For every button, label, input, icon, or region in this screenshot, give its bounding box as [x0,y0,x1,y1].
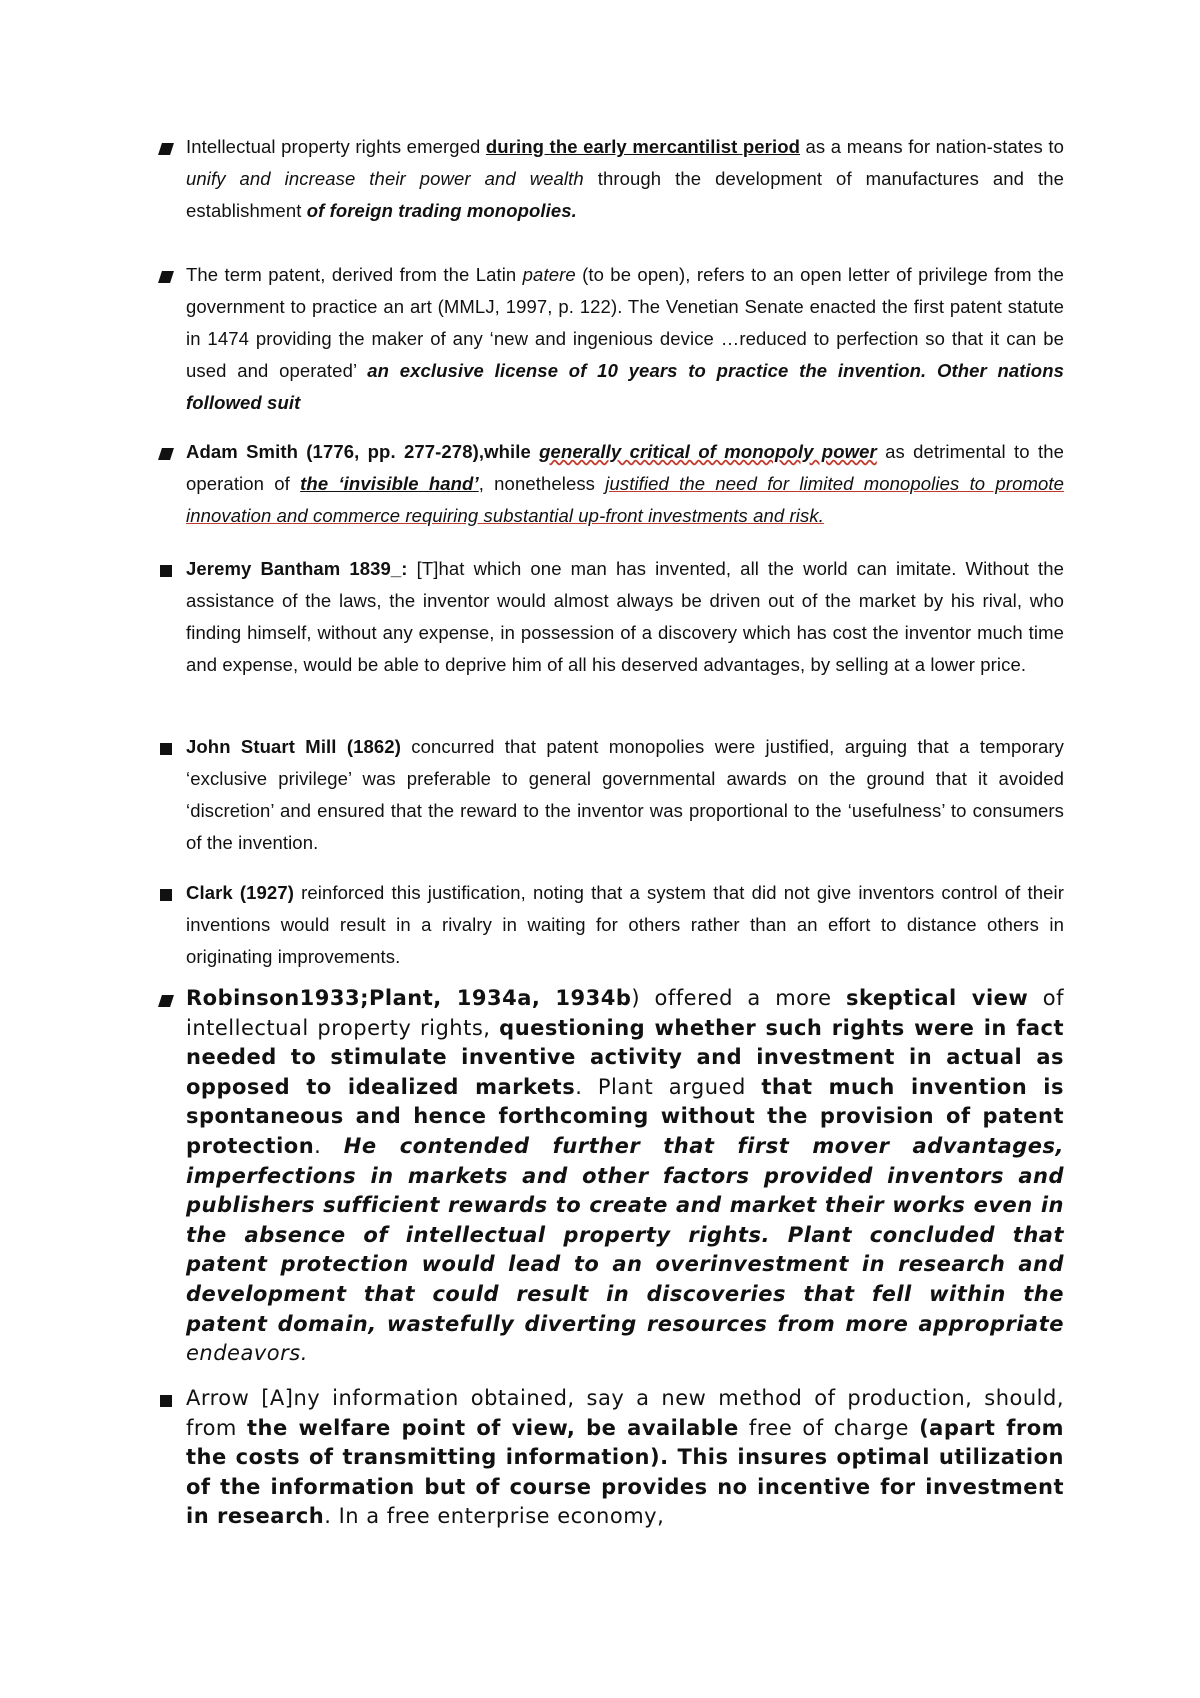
text: . In a free enterprise economy, [324,1504,665,1529]
text-bold: the welfare point of view, be available [247,1415,739,1440]
text-bold: questioning whether such rights were in fact needed to stimulate inventive activity and investment in actual as opposed to idealized markets [186,1015,1064,1099]
bullet-item-4 [186,553,1064,681]
bullet-item-5 [186,731,1064,859]
text-italic: patere [522,264,576,285]
bullet-item-8 [186,1384,1064,1532]
paragraph-mill [186,731,1064,859]
text-emphasis: during the early mercantilist period [485,136,801,157]
paragraph-robinson-plant [186,984,1064,1369]
text-bold: Robinson1933;Plant, 1934a, 1934b [186,986,632,1010]
text-italic: endeavors. [186,1341,308,1366]
text-bold: _: [390,558,408,579]
text-emphasis: of foreign trading monopolies. [306,200,577,221]
text: . [314,1133,344,1158]
text: , nonetheless [478,473,606,494]
bullet-icon [158,448,174,460]
text: The term patent, derived from the Latin [186,264,523,285]
text: . Plant argued [575,1074,762,1099]
text: reinforced this justification, noting that a system that did not give inventors control of their inventions would result in a rivalry in waiting for others rather than an effort to distance others in originating improvements. [186,882,1065,967]
text-italic-underlined: justified the need for limited monopolies to promote innovation and commerce requiring substantial up-front investments and risk. [186,473,1064,526]
text: as a means for nation-states to [800,136,1064,157]
bullet-item-1 [186,131,1064,227]
text: Intellectual property rights emerged [186,136,486,157]
text: Arrow [A]ny information obtained, say a new method of production, should, from [186,1386,1064,1440]
bullet-item-7 [186,984,1064,1369]
text-bold: skeptical view [846,986,1029,1010]
text: ) offered a more [631,986,847,1010]
bullet-item-3 [186,436,1064,532]
text: of intellectual property rights, [186,986,1064,1040]
bullet-icon [158,271,174,283]
text-italic: unify and increase their power and wealth [186,168,584,189]
text-emphasis: He contended further that first mover advantages, imperfections in markets and other factors provided inventors and publishers sufficient rewards to create and market their works even in the absence of intellectual property rights. Plant concluded that patent protection would lead to an overinvestment in research and development that could result in discoveries that fell within the patent domain, wastefully diverting resources from more appropriate [186,1133,1064,1336]
bullet-icon [158,143,174,155]
text: concurred that patent monopolies were justified, arguing that a temporary ‘exclusive privilege’ was preferable to general governmental awards on the ground that it avoided ‘discretion’ and ensured that the reward to the inventor was proportional to the ‘usefulness’ to consumers of the invention. [186,736,1065,853]
text: as detrimental to the operation of [186,441,1064,494]
text-bold: (apart from the costs of transmitting information). This insures optimal utilization of the information but of course provides no incentive for investment in research [186,1415,1064,1529]
text-emphasis: generally critical of monopoly power [539,441,877,462]
bullet-icon [160,1395,172,1407]
bullet-item-6 [186,877,1064,973]
paragraph-clark [186,877,1064,973]
text-emphasis: an exclusive license of 10 years to practice the invention. Other nations followed suit [186,360,1064,413]
text: through the development of manufactures and the establishment [186,168,1064,221]
text-bold: Adam Smith (1776 [186,441,355,462]
paragraph-arrow [186,1384,1064,1532]
bullet-icon [158,995,174,1007]
bullet-icon [160,889,172,901]
text: (to be open), refers to an open letter of privilege from the government to practice an art (MMLJ, 1997, p. 122). The Venetian Senate enacted the first patent statute in 1474 providing the maker of any ‘new and ingenious device …reduced to perfection so that it can be used and operated’ [186,264,1064,381]
paragraph-bantham [186,553,1064,681]
paragraph-mercantilist [186,131,1064,227]
text-emphasis: the ‘invisible hand’ [300,473,479,494]
bullet-item-2 [186,259,1064,419]
text-bold: Jeremy Bantham 1839 [186,558,391,579]
text-bold: , pp. 277-278),while [354,441,540,462]
bullet-icon [160,743,172,755]
text-bold: John Stuart Mill (1862) [186,736,401,757]
bullet-icon [160,565,172,577]
paragraph-adam-smith [186,436,1064,532]
text: free of charge [738,1415,920,1440]
text-bold: that much invention is spontaneous and hence forthcoming without the provision of patent protection [186,1074,1064,1158]
text-bold: Clark (1927) [186,882,294,903]
text: [T]hat which one man has invented, all the world can imitate. Without the assistance of the laws, the inventor would almost always be driven out of the market by his rival, who finding himself, without any expense, in possession of a discovery which has cost the inventor much time and expense, would be able to deprive him of all his deserved advantages, by selling at a lower price. [186,558,1065,675]
paragraph-patent-term [186,259,1064,419]
